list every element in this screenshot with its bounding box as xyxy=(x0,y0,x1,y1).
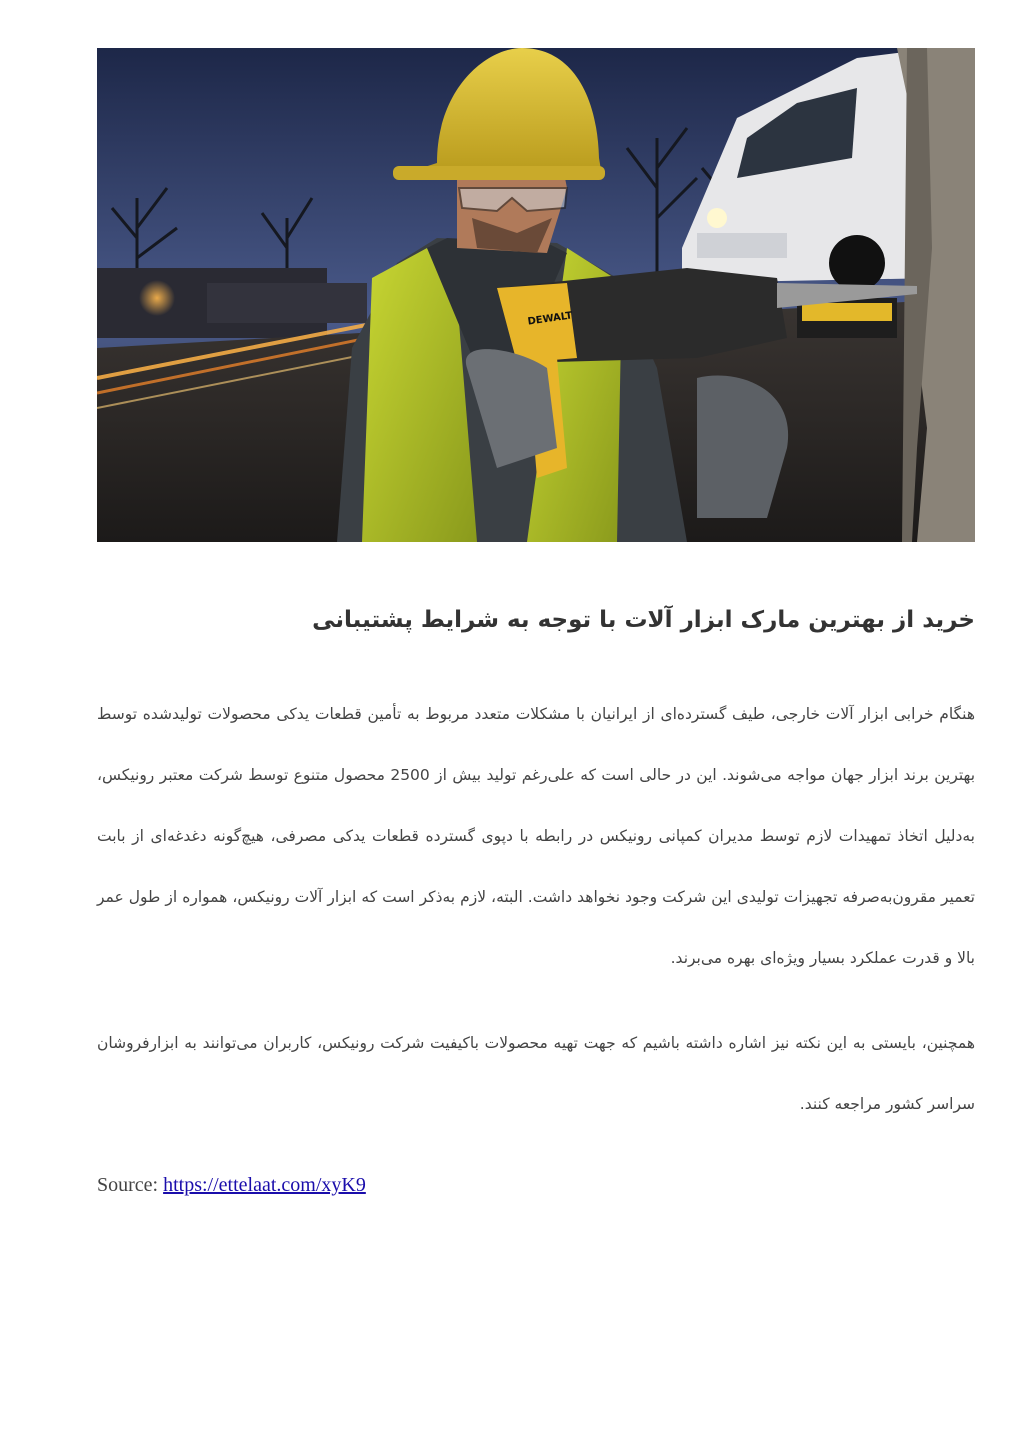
source-link[interactable]: https://ettelaat.com/xyK9 xyxy=(163,1174,366,1196)
source-label: Source: xyxy=(97,1174,159,1196)
article xyxy=(97,598,976,1113)
source-line xyxy=(97,1174,366,1197)
hero-image xyxy=(97,48,975,542)
paragraph-1: هنگام خرابی ابزار آلات خارجی، طیف گسترده‌ای از ایرانیان با مشکلات متعدد مربوط به تأمین قطعات یدکی محصولات تولیدشده توسط بهترین برند ابزار جهان مواجه می‌شوند. این در حالی است که علی‌رغم تولید بیش از 2500 محصول متنوع توسط شرکت معتبر رونیکس، به‌دلیل اتخاذ تمهیدات لازم توسط مدیران کمپانی رونیکس در رابطه با دپوی گسترده قطعات یدکی مصرفی، هیچ‌گونه دغدغه‌ای از بابت تعمیر مقرون‌به‌صرفه تجهیزات تولیدی این شرکت وجود نخواهد داشت. البته، لازم به‌ذکر است که ابزار آلات رونیکس، همواره از طول عمر بالا و قدرت عملکرد بسیار ویژه‌ای بهره می‌برند. xyxy=(97,705,976,967)
worker-drilling-illustration xyxy=(97,48,975,542)
drill-brand-label: DEWALT xyxy=(526,310,574,328)
paragraph-2: همچنین، بایستی به این نکته نیز اشاره داشته باشیم که جهت تهیه محصولات باکیفیت شرکت رونیکس، کاربران می‌توانند به ابزارفروشان سراسر کشور مراجعه کنند. xyxy=(97,1034,975,1113)
article-title: خرید از بهترین مارک ابزار آلات با توجه به شرایط پشتیبانی xyxy=(312,607,975,633)
